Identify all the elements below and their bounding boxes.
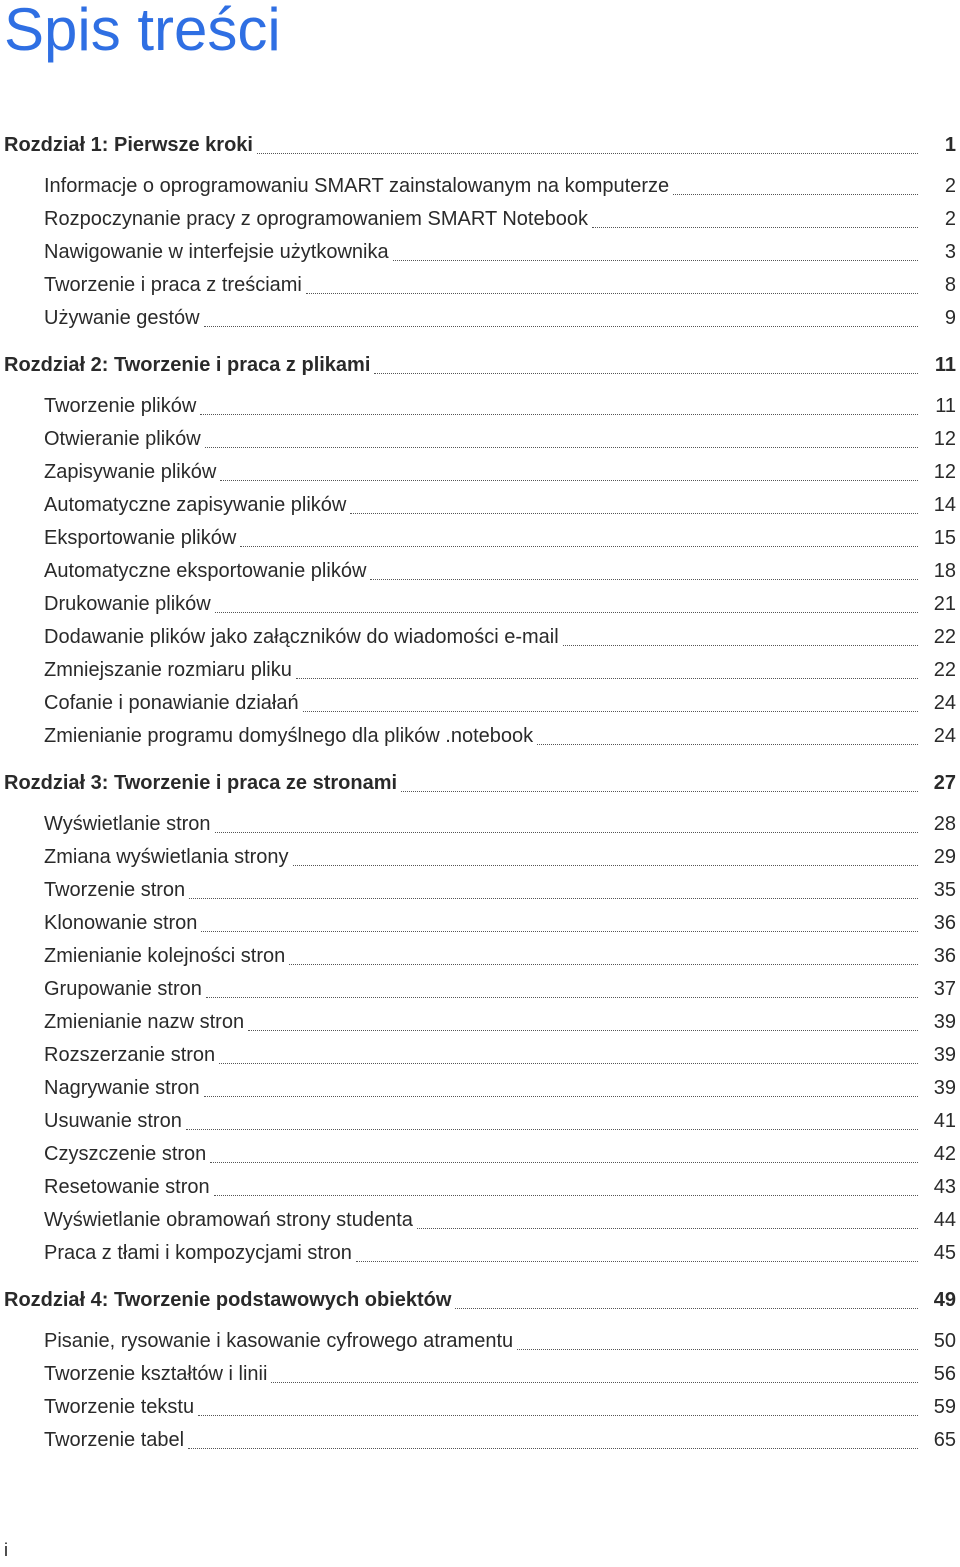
toc-section-title: Automatyczne eksportowanie plików <box>44 560 367 582</box>
toc-page-number: 12 <box>933 428 956 450</box>
toc-chapter-entry[interactable] <box>0 124 960 157</box>
dot-leader <box>306 292 918 294</box>
toc-section-title: Wyświetlanie obramowań strony studenta <box>44 1209 413 1231</box>
table-of-contents <box>0 124 960 1452</box>
toc-section-title: Tworzenie tabel <box>44 1429 185 1451</box>
toc-page-number: 8 <box>944 274 956 296</box>
toc-section-title: Zmienianie programu domyślnego dla plików .notebook <box>44 725 534 747</box>
toc-section-entry[interactable] <box>0 1419 960 1452</box>
toc-page-number: 39 <box>933 1077 956 1099</box>
dot-leader <box>517 1348 918 1350</box>
toc-section-entry[interactable] <box>0 297 960 330</box>
dot-leader <box>374 372 918 374</box>
dot-leader <box>201 930 918 932</box>
toc-page-number: 39 <box>933 1044 956 1066</box>
toc-page-number: 22 <box>933 626 956 648</box>
toc-section-title: Nagrywanie stron <box>44 1077 200 1099</box>
dot-leader <box>356 1260 918 1262</box>
toc-section-entry[interactable] <box>0 517 960 550</box>
toc-chapter <box>0 762 960 1265</box>
toc-section-entry[interactable] <box>0 1386 960 1419</box>
dot-leader <box>198 1414 918 1416</box>
dot-leader <box>417 1227 918 1229</box>
toc-section-entry[interactable] <box>0 836 960 869</box>
toc-section-entry[interactable] <box>0 968 960 1001</box>
toc-page-number: 29 <box>933 846 956 868</box>
dot-leader <box>401 790 918 792</box>
toc-section-entry[interactable] <box>0 418 960 451</box>
toc-section-entry[interactable] <box>0 803 960 836</box>
toc-section-entry[interactable] <box>0 583 960 616</box>
toc-page-number: 65 <box>933 1429 956 1451</box>
toc-section-entry[interactable] <box>0 682 960 715</box>
toc-page-number: 45 <box>933 1242 956 1264</box>
toc-section-title: Informacje o oprogramowaniu SMART zainstalowanym na komputerze <box>44 175 670 197</box>
dot-leader <box>214 1194 918 1196</box>
toc-section-entry[interactable] <box>0 1232 960 1265</box>
toc-page-number: 2 <box>944 208 956 230</box>
dot-leader <box>303 710 918 712</box>
toc-section-entry[interactable] <box>0 649 960 682</box>
toc-chapter-title: Rozdział 1: Pierwsze kroki <box>4 134 253 156</box>
toc-section-entry[interactable] <box>0 1001 960 1034</box>
toc-page-number: 12 <box>933 461 956 483</box>
toc-page-number: 37 <box>933 978 956 1000</box>
toc-page-number: 42 <box>933 1143 956 1165</box>
toc-section-title: Tworzenie plików <box>44 395 197 417</box>
toc-section-title: Automatyczne zapisywanie plików <box>44 494 347 516</box>
toc-section-title: Pisanie, rysowanie i kasowanie cyfrowego atramentu <box>44 1330 514 1352</box>
dot-leader <box>293 864 918 866</box>
toc-section-entry[interactable] <box>0 1100 960 1133</box>
toc-section-title: Wyświetlanie stron <box>44 813 211 835</box>
toc-page-number: 22 <box>933 659 956 681</box>
toc-page-number: 18 <box>933 560 956 582</box>
toc-section-title: Dodawanie plików jako załączników do wiadomości e-mail <box>44 626 559 648</box>
dot-leader <box>393 259 918 261</box>
toc-section-title: Cofanie i ponawianie działań <box>44 692 299 714</box>
toc-section-title: Zmiana wyświetlania strony <box>44 846 289 868</box>
toc-page-number: 21 <box>933 593 956 615</box>
toc-section-entry[interactable] <box>0 1199 960 1232</box>
toc-section-entry[interactable] <box>0 484 960 517</box>
toc-section-title: Otwieranie plików <box>44 428 201 450</box>
toc-section-title: Grupowanie stron <box>44 978 202 1000</box>
toc-section-title: Tworzenie tekstu <box>44 1396 195 1418</box>
toc-page-number: 2 <box>944 175 956 197</box>
toc-page-number: 36 <box>933 912 956 934</box>
toc-chapter <box>0 1279 960 1452</box>
toc-section-title: Rozpoczynanie pracy z oprogramowaniem SMART Notebook <box>44 208 588 230</box>
toc-page-number: 1 <box>944 134 956 156</box>
toc-section-entry[interactable] <box>0 935 960 968</box>
toc-page-number: 24 <box>933 692 956 714</box>
dot-leader <box>240 545 918 547</box>
toc-page-number: 11 <box>935 395 956 417</box>
dot-leader <box>455 1307 918 1309</box>
toc-chapter-entry[interactable] <box>0 1279 960 1312</box>
toc-page-number: 3 <box>944 241 956 263</box>
toc-section-title: Klonowanie stron <box>44 912 198 934</box>
toc-page-number: 59 <box>933 1396 956 1418</box>
toc-page-number: 35 <box>933 879 956 901</box>
dot-leader <box>289 963 918 965</box>
dot-leader <box>271 1381 918 1383</box>
toc-page-number: 27 <box>933 772 956 794</box>
dot-leader <box>188 1447 918 1449</box>
toc-chapter-title: Rozdział 4: Tworzenie podstawowych obiektów <box>4 1289 452 1311</box>
toc-page-number: 56 <box>933 1363 956 1385</box>
toc-page-number: 36 <box>933 945 956 967</box>
toc-section-title: Usuwanie stron <box>44 1110 182 1132</box>
toc-page-number: 11 <box>934 354 956 376</box>
toc-page-number: 43 <box>933 1176 956 1198</box>
dot-leader <box>248 1029 918 1031</box>
toc-section-entry[interactable] <box>0 616 960 649</box>
toc-section-entry[interactable] <box>0 198 960 231</box>
dot-leader <box>220 479 918 481</box>
toc-page-number: 41 <box>933 1110 956 1132</box>
dot-leader <box>200 413 918 415</box>
toc-chapter-title: Rozdział 3: Tworzenie i praca ze stronami <box>4 772 398 794</box>
toc-section-title: Rozszerzanie stron <box>44 1044 216 1066</box>
toc-page-number: 15 <box>933 527 956 549</box>
page-number: i <box>4 1540 8 1560</box>
toc-section-title: Czyszczenie stron <box>44 1143 207 1165</box>
dot-leader <box>189 897 918 899</box>
toc-page-number: 24 <box>933 725 956 747</box>
toc-section-entry[interactable] <box>0 1320 960 1353</box>
toc-section-title: Używanie gestów <box>44 307 200 329</box>
page-title: Spis treści <box>4 0 281 63</box>
toc-section-title: Tworzenie kształtów i linii <box>44 1363 268 1385</box>
dot-leader <box>219 1062 918 1064</box>
dot-leader <box>204 325 918 327</box>
dot-leader <box>592 226 918 228</box>
toc-section-entry[interactable] <box>0 1166 960 1199</box>
dot-leader <box>296 677 918 679</box>
toc-chapter <box>0 344 960 748</box>
dot-leader <box>563 644 918 646</box>
dot-leader <box>205 446 918 448</box>
toc-section-title: Zmienianie nazw stron <box>44 1011 245 1033</box>
toc-section-entry[interactable] <box>0 165 960 198</box>
toc-section-entry[interactable] <box>0 385 960 418</box>
dot-leader <box>215 831 918 833</box>
toc-section-entry[interactable] <box>0 231 960 264</box>
toc-section-title: Tworzenie stron <box>44 879 186 901</box>
dot-leader <box>215 611 918 613</box>
toc-chapter-entry[interactable] <box>0 762 960 795</box>
dot-leader <box>673 193 918 195</box>
toc-section-entry[interactable] <box>0 869 960 902</box>
dot-leader <box>370 578 918 580</box>
dot-leader <box>257 152 918 154</box>
toc-chapter <box>0 124 960 330</box>
toc-section-title: Zmienianie kolejności stron <box>44 945 286 967</box>
toc-section-entry[interactable] <box>0 715 960 748</box>
toc-section-entry[interactable] <box>0 902 960 935</box>
toc-section-title: Drukowanie plików <box>44 593 211 615</box>
dot-leader <box>206 996 918 998</box>
dot-leader <box>537 743 918 745</box>
toc-page-number: 49 <box>933 1289 956 1311</box>
toc-section-entry[interactable] <box>0 1067 960 1100</box>
toc-page-number: 44 <box>933 1209 956 1231</box>
toc-page-number: 28 <box>933 813 956 835</box>
toc-section-entry[interactable] <box>0 550 960 583</box>
toc-section-entry[interactable] <box>0 264 960 297</box>
toc-page-number: 39 <box>933 1011 956 1033</box>
toc-page-number: 50 <box>933 1330 956 1352</box>
dot-leader <box>210 1161 918 1163</box>
toc-page-number: 9 <box>944 307 956 329</box>
toc-section-entry[interactable] <box>0 451 960 484</box>
dot-leader <box>186 1128 918 1130</box>
toc-chapter-entry[interactable] <box>0 344 960 377</box>
toc-section-title: Zapisywanie plików <box>44 461 217 483</box>
dot-leader <box>350 512 918 514</box>
toc-page-number: 14 <box>933 494 956 516</box>
toc-section-entry[interactable] <box>0 1133 960 1166</box>
toc-section-title: Tworzenie i praca z treściami <box>44 274 302 296</box>
toc-section-title: Eksportowanie plików <box>44 527 237 549</box>
toc-section-entry[interactable] <box>0 1353 960 1386</box>
toc-section-entry[interactable] <box>0 1034 960 1067</box>
dot-leader <box>204 1095 918 1097</box>
toc-section-title: Zmniejszanie rozmiaru pliku <box>44 659 292 681</box>
toc-chapter-title: Rozdział 2: Tworzenie i praca z plikami <box>4 354 371 376</box>
toc-section-title: Praca z tłami i kompozycjami stron <box>44 1242 352 1264</box>
toc-section-title: Nawigowanie w interfejsie użytkownika <box>44 241 389 263</box>
toc-section-title: Resetowanie stron <box>44 1176 210 1198</box>
